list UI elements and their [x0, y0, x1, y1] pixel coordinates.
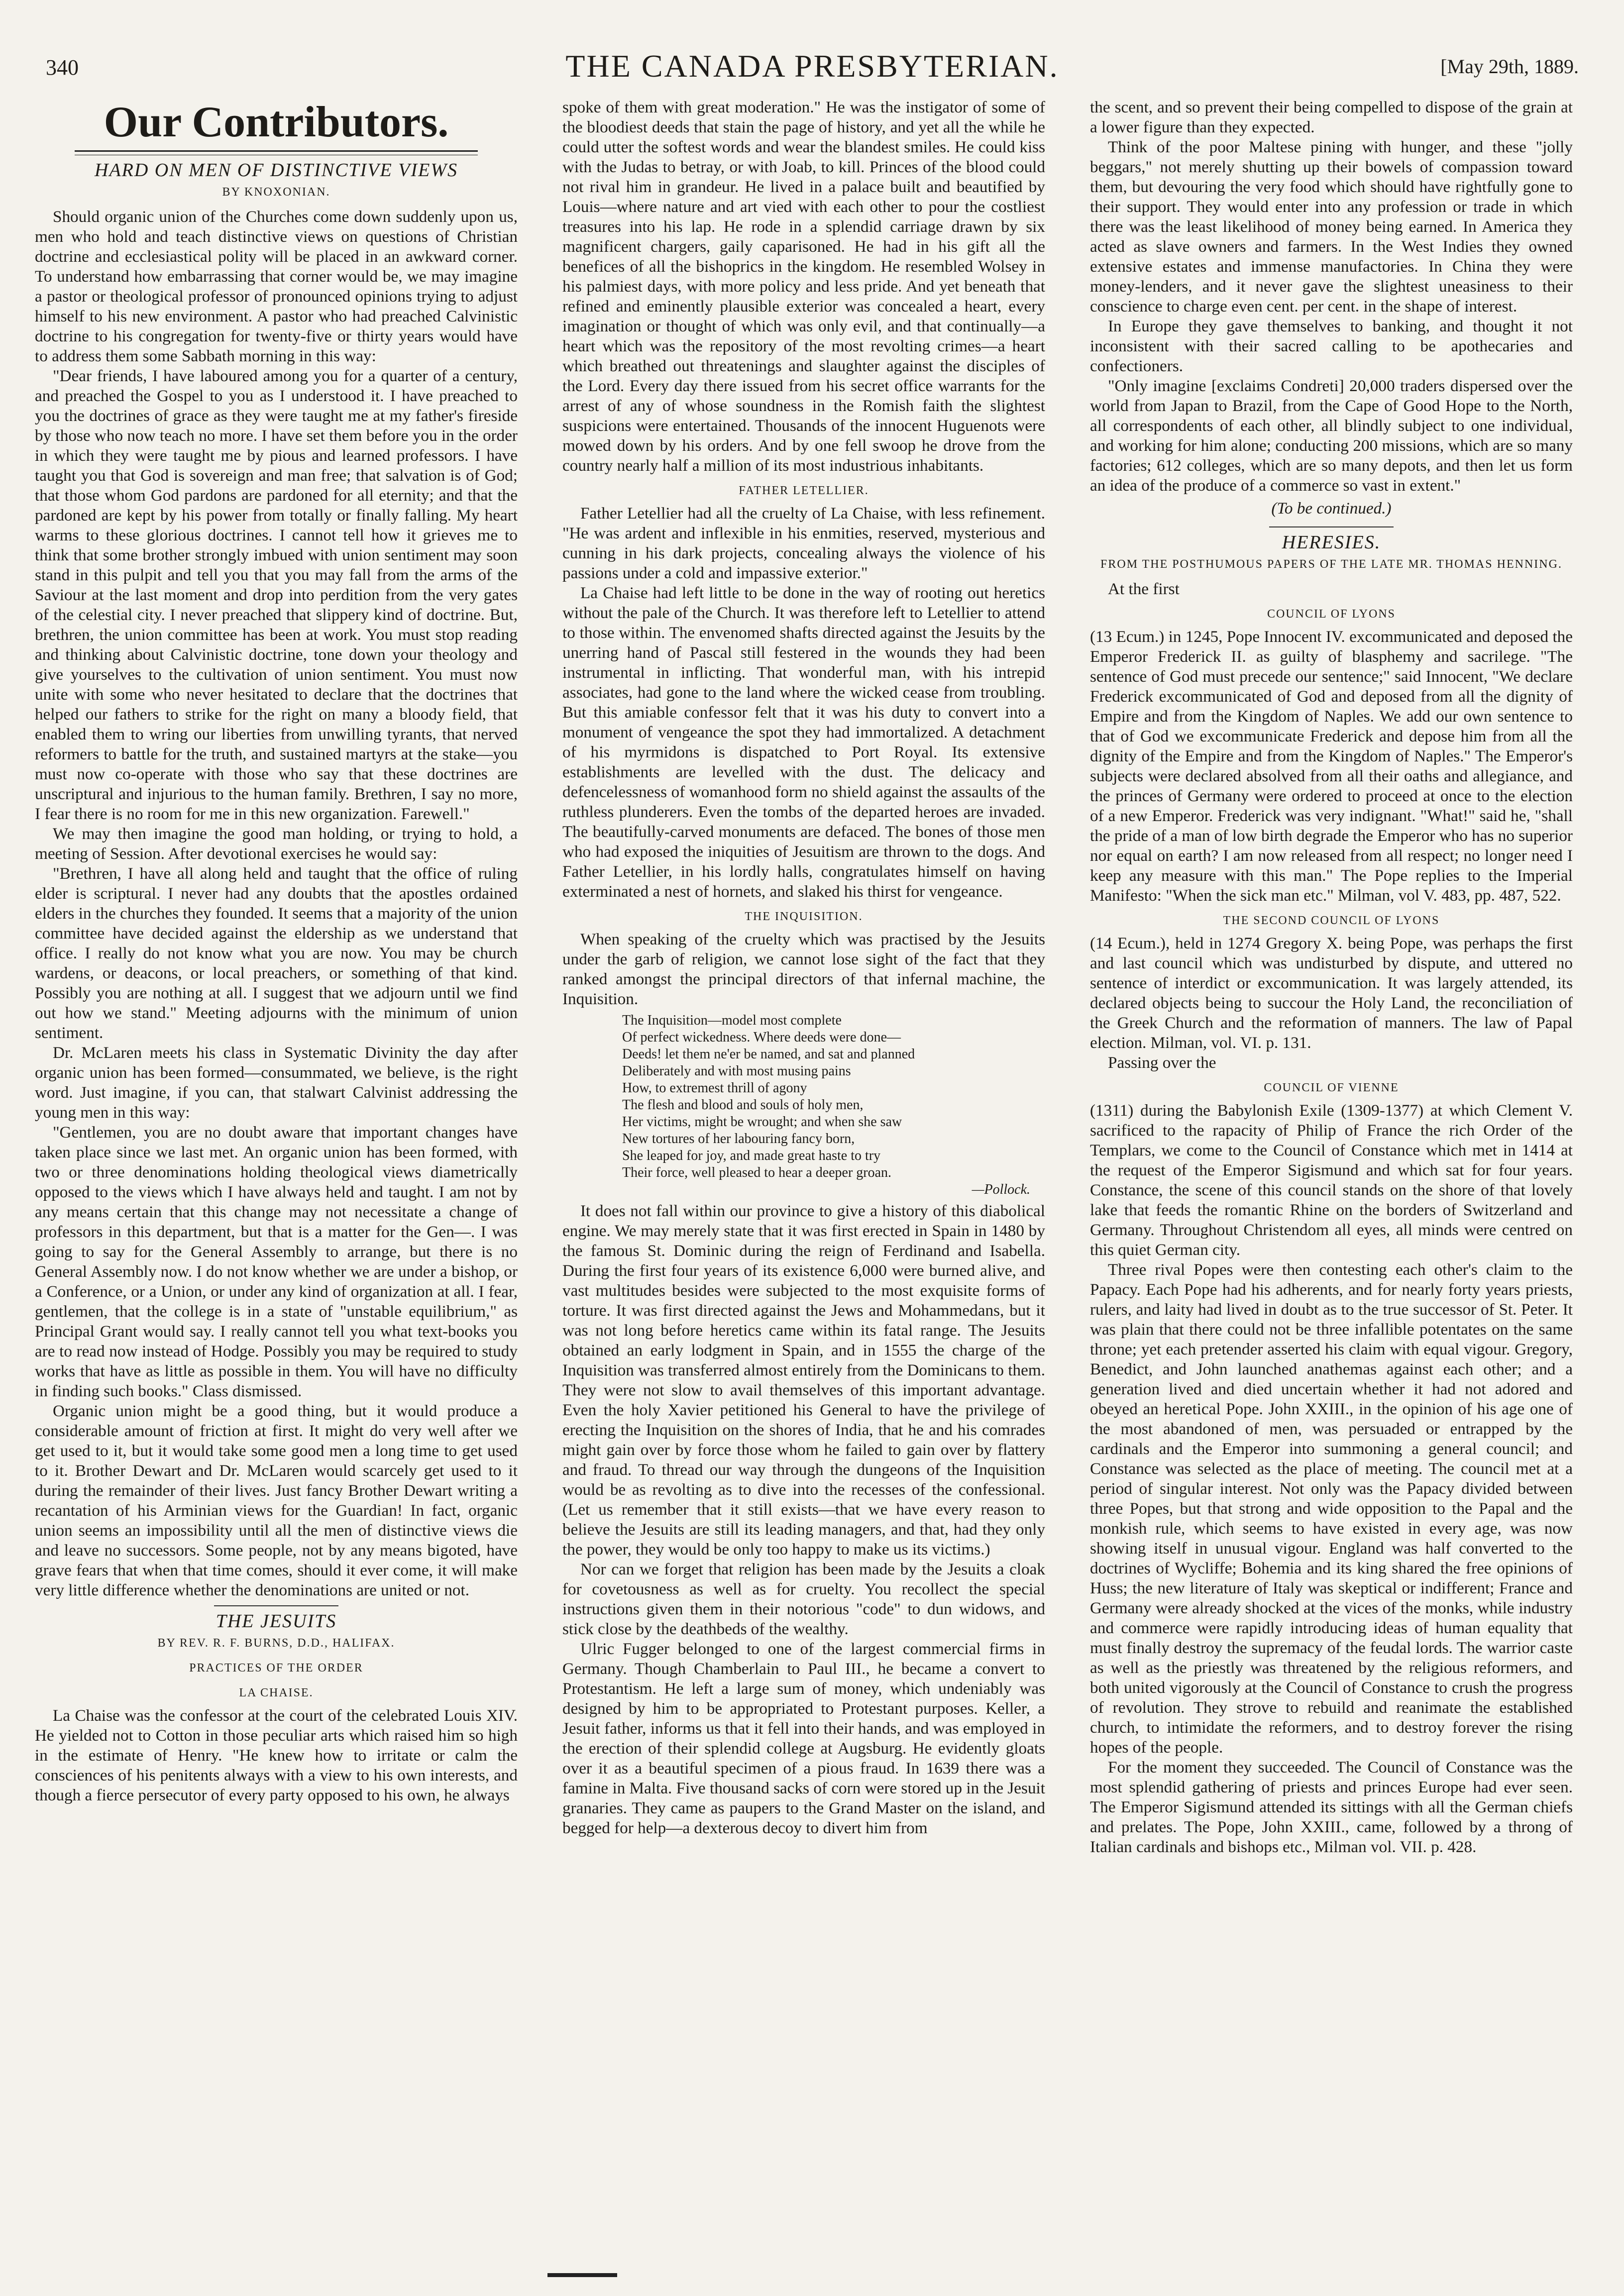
paragraph: spoke of them with great moderation." He was the instigator of some of the bloodiest deeds that stain the page of history, and yet all the while he could utter the softest words and wear the blandest smiles. He could kiss with the Judas to betray, or with Joab, to kill. Princes of the blood could not rival him in grandeur. He lived in a palace built and beautified by Louis—where nature and art vied with each other to pour the costliest treasures into his lap. He rode in a splendid carriage drawn by six magnificent chargers, gaily caparisoned. He had in his gift all the benefices of all the bishoprics in the kingdom. He resembled Wolsey in his palmiest days, with more policy and less pride. And yet beneath that refined and eminently plausible exterior was concealed a heart, every imagination or thought of which was only evil, and that continually—a heart which was the repository of the most revolting crimes—a heart which breathed out threatenings and slaughter against the disciples of the Lord. Every day there issued from his secret office warrants for the arrest of any of whose soundness in the Romish faith the slightest suspicions were entertained. Thousands of the innocent Huguenots were mowed down by his orders. And by one fell swoop he drove from the country nearly half a million of its most industrious inhabitants. — [562, 98, 1045, 475]
subheading: THE SECOND COUNCIL OF LYONS — [1223, 914, 1440, 927]
poem-line: How, to extremest thrill of agony — [622, 1080, 807, 1096]
poem-line: The flesh and blood and souls of holy men, — [622, 1097, 864, 1113]
paragraph: In Europe they gave themselves to banking, and thought it not inconsistent with their sacred calling to be apothecaries and confectioners. — [1090, 317, 1573, 375]
subheading: LA CHAISE. — [239, 1686, 314, 1699]
paragraph: It does not fall within our province to give a history of this diabolical engine. We may merely state that it was first erected in Spain in 1480 by the famous St. Dominic during the reign of Ferdinand and Isabella. During the first four years of its existence 6,000 were burned alive, and vast multitudes besides were subjected to the most exquisite forms of torture. It was first directed against the Jews and Mohammedans, but it was not long before heretics came within its fatal range. The Jesuits obtained an early lodgment in Spain, and in 1555 the charge of the Inquisition was transferred almost entirely from the Dominicans to them. They were not slow to avail themselves of this important advantage. Even the holy Xavier petitioned his General to have the privilege of erecting the Inquisition on the shores of India, that he and his comrades might gain over by force those whom he failed to gain over by flattery and fraud. To thread our way through the dungeons of the Inquisition would be as revolting as to dive into the recesses of the confessional. (Let us remember that it still exists—that we have every reason to believe the Jesuits are still its leading managers, and that, had they only the power, they would be only too happy to make us its victims.) — [562, 1202, 1045, 1559]
subheading: THE INQUISITION. — [745, 910, 863, 923]
section-heading: Our Contributors. — [104, 98, 449, 146]
paragraph: Should organic union of the Churches come down suddenly upon us, men who hold and teach distinctive views on questions of Christian doctrine and ecclesiastical polity will be placed in an awkward corner. To understand how embarrassing that corner would be, we may imagine a pastor or theological professor of pronounced opinions trying to adjust himself to his new environment. A pastor who had preached Calvinistic doctrine to his congregation for twenty-five or thirty years would have to address them some Sabbath morning in this way: — [35, 208, 518, 365]
paragraph: (13 Ecum.) in 1245, Pope Innocent IV. excommunicated and deposed the Emperor Frederick II. as guilty of blasphemy and sacrilege. "The sentence of God must precede our sentence;" said Innocent, "We declare Frederick excommunicated of God and deposed from all the dignity of Empire and from the Kingdom of Naples. We add our own sentence to that of God we excommunicate Frederick and depose him from all the dignity of the Empire and from the Kingdom of Naples." The Emperor's subjects were declared absolved from all their oaths and allegiance, and the princes of Germany were ordered to proceed at once to the election of a new Emperor. Frederick was very indignant. "What!" said he, "shall the pride of a man of low birth degrade the Emperor who has no superior nor equal on earth? I am now released from all respect; no longer need I keep any measure with this man." The Pope replies to the Imperial Manifesto: "When the sick man etc." Milman, vol V. 483, pp. 487, 522. — [1090, 627, 1573, 905]
article-byline: FROM THE POSTHUMOUS PAPERS OF THE LATE MR. THOMAS HENNING. — [1100, 558, 1562, 571]
subheading: COUNCIL OF VIENNE — [1264, 1081, 1399, 1094]
article-byline: BY REV. R. F. BURNS, D.D., HALIFAX. — [157, 1637, 395, 1650]
divider — [214, 1605, 338, 1606]
article-title: THE JESUITS — [216, 1611, 337, 1632]
poem-line: Deeds! let them ne'er be named, and sat and planned — [622, 1046, 915, 1062]
article-byline: BY KNOXONIAN. — [222, 186, 330, 199]
article-body — [35, 207, 518, 1600]
paragraph: (1311) during the Babylonish Exile (1309-1377) at which Clement V. sacrificed to the rapacity of Philip of France the rich Order of the Templars, we come to the Council of Constance which met in 1414 at the request of the Emperor Sigismund and which sat for four years. Constance, the scene of this council stands on the shore of that lovely lake that feeds the romantic Rhine on the borders of Switzerland and Germany. Throughout Christendom all eyes, all minds were centred on this quiet German city. — [1090, 1101, 1573, 1259]
subheading: COUNCIL OF LYONS — [1267, 608, 1396, 621]
paragraph: "Gentlemen, you are no doubt aware that important changes have taken place since we last met. An organic union has been formed, with two or three denominations holding theological views diametrically opposed to the views which I have always held and taught. I am not by any means certain that this change may not necessitate a change of professors in this department, but that is a matter for the Gen—. I was going to say for the General Assembly to arrange, but there is no General Assembly now. I do not know whether we are under a bishop, or a Conference, or a Union, or under any kind of organization at all. I fear, gentlemen, that the college is in a state of "unstable equilibrium," as Principal Grant would say. I really cannot tell you what text-books you are to read now instead of Hodge. Possibly you may be required to study works that have as little as possible in them. You will have no difficulty in finding such books." Class dismissed. — [35, 1123, 518, 1400]
poem-line: Of perfect wickedness. Where deeds were done— — [622, 1030, 901, 1045]
paragraph: "Only imagine [exclaims Condreti] 20,000 traders dispersed over the world from Japan to Brazil, from the Cape of Good Hope to the North, all correspondents of each other, all blindly subject to one individual, and working for him alone; conducting 200 missions, which are so many factories; 612 colleges, which are so many depots, and then let us form an idea of the produce of a commerce so vast in extent." — [1090, 377, 1573, 495]
poem — [622, 1012, 1045, 1198]
paragraph: For the moment they succeeded. The Council of Constance was the most splendid gathering of priests and princes Europe had ever seen. The Emperor Sigismund attended its sittings with all the German chiefs and prelates. The Pope, John XXIII., came, followed by a throng of Italian cardinals and bishops etc., Milman vol. VII. p. 428. — [1090, 1758, 1573, 1856]
paragraph: La Chaise had left little to be done in the way of rooting out heretics without the pale of the Church. It was therefore left to Letellier to attend to those within. The envenomed shafts directed against the Jesuits by the unerring hand of Pascal still festered in the wounds they had been instrumental in inflicting. That wonderful man, with his intrepid associates, had gone to the land where the wicked cease from troubling. But this amiable confessor felt that it was his duty to convert into a monument of vengeance the spot they had immortalized. A detachment of his myrmidons is dispatched to Port Royal. Its extensive establishments are levelled with the dust. The delicacy and defencelessness of womanhood form no shield against the assaults of the ruthless plunderers. Even the tombs of the departed heroes are invaded. The beautifully-carved monuments are defaced. The bones of those men who had exposed the iniquities of Jesuitism are thrown to the dogs. And Father Letellier, in his lordly halls, congratulates himself on having exterminated a nest of hornets, and slaked his thirst for vengeance. — [562, 584, 1045, 901]
paragraph: Dr. McLaren meets his class in Systematic Divinity the day after organic union has been formed—consummated, we believe, is the right word. Just imagine, if you can, that stalwart Calvinist addressing the young men in this way: — [35, 1044, 518, 1122]
paragraph: the scent, and so prevent their being compelled to dispose of the grain at a lower figure than they expected. — [1090, 98, 1573, 136]
footer-ornament — [547, 2273, 617, 2277]
page-number: 340 — [46, 55, 79, 80]
subheading: FATHER LETELLIER. — [739, 484, 869, 497]
paragraph: Nor can we forget that religion has been made by the Jesuits a cloak for covetousness as well as for cruelty. You recollect the special instructions given them in their notorious "code" to dun widows, and stick close by the deathbeds of the wealthy. — [562, 1560, 1045, 1638]
issue-date: [May 29th, 1889. — [1440, 55, 1579, 78]
paragraph: At the first — [1108, 580, 1180, 598]
paragraph: "Brethren, I have all along held and taught that the office of ruling elder is scriptural. I never had any doubts that the apostles ordained elders in the churches they founded. It seems that a majority of the union committee have decided against the eldership as we understand that office. I really do not know what you are now. You may be church wardens, or deacons, or local preachers, or something of that kind. Possibly you are nothing at all. I suggest that we adjourn until we find out how we stand." Meeting adjourns with the minimum of union sentiment. — [35, 864, 518, 1042]
paragraph: Think of the poor Maltese pining with hunger, and these "jolly beggars," not merely shutting up their bowels of compassion toward them, but devouring the very food which should have rightfully gone to their support. They would enter into any profession or trade in which there was the least likelihood of money being earned. In America they acted as slave owners and farmers. In the West Indies they owned extensive estates and immense manufactories. In China they were money-lenders, and it never gave the slightest uneasiness to their conscience to charge even cent. per cent. in the shape of interest. — [1090, 138, 1573, 315]
divider — [75, 150, 478, 155]
poem-line: The Inquisition—model most complete — [622, 1013, 842, 1028]
poem-line: She leaped for joy, and made great haste to try — [622, 1148, 881, 1163]
poem-line: Her victims, might be wrought; and when she saw — [622, 1114, 902, 1130]
article-title: HERESIES. — [1282, 532, 1381, 553]
paragraph: "Dear friends, I have laboured among you for a quarter of a century, and preached the Gospel to you as I understood it. I have preached to you the doctrines of grace as they were taught me at my father's fireside by those who now teach no more. I have set them before you in the order in which they were taught me by pious and learned professors. I have taught you that God is sovereign and man free; that salvation is of God; that those whom God pardons are pardoned for all eternity; and that the pardoned are kept by his power from totally or finally falling. My heart warms to these glorious doctrines. I cannot tell how it grieves me to think that some brother strongly imbued with union sentiment may soon stand in this pulpit and tell you that you may fall from the arms of the Saviour at the last moment and drop into perdition from the very gates of the celestial city. I never preached that slippery kind of doctrine. But, brethren, the union committee has been at work. You must stop reading and thinking about Calvinistic doctrine, tone down your theology and give yourselves to the cultivation of union sentiment. You must now unite with some who never hesitated to declare that the doctrines that helped our fathers to strike for the right on many a bloody field, that enabled them to wring our liberties from unwilling tyrants, that nerved reformers to battle for the truth, and sustained martyrs at the stake—you must now co-operate with those who say that these doctrines are unscriptural and injurious to the human family. Brethren, I say no more, I fear there is no room for me in this new organization. Farewell." — [35, 367, 518, 823]
column-2 — [562, 98, 1045, 2237]
paragraph: (14 Ecum.), held in 1274 Gregory X. being Pope, was perhaps the first and last council which was undisturbed by dispute, and uttered no sentence of interdict or excommunication. It was largely attended, its declared objects being to succour the Holy Land, the reconciliation of the Greek Church and the reformation of manners. The law of Papal election. Milman, vol. VI. p. 131. — [1090, 934, 1573, 1052]
column-3 — [1090, 98, 1573, 2237]
paragraph: When speaking of the cruelty which was practised by the Jesuits under the garb of religion, we cannot lose sight of the fact that they ranked amongst the principal directors of that infernal machine, the Inquisition. — [562, 930, 1045, 1008]
paragraph: Organic union might be a good thing, but it would produce a considerable amount of friction at first. It might do very well after we get used to it, but it would take some good men a long time to get used to it. Brother Dewart and Dr. McLaren would scarcely get used to it during the remainder of their lives. Just fancy Brother Dewart writing a recantation of his Arminian views for the Guardian! In fact, organic union seems an impossibility until all the men of distinctive views die and leave no successors. Some people, not by any means bigoted, have grave fears that when that time comes, should it ever come, it will make very little difference whether the denominations are united or not. — [35, 1402, 518, 1599]
article-title: HARD ON MEN OF DISTINCTIVE VIEWS — [95, 160, 458, 181]
paragraph: Passing over the — [1108, 1053, 1216, 1072]
masthead — [46, 46, 1579, 91]
poem-attribution: —Pollock. — [972, 1182, 1030, 1197]
paragraph: Three rival Popes were then contesting each other's claim to the Papacy. Each Pope had his adherents, and for nearly forty years priests, rulers, and laity had lived in doubt as to the true successor of St. Peter. It was plain that there could not be three infallible potentates on the same throne; yet each pretender asserted his claim with equal vigour. Gregory, Benedict, and John launched anathemas against each other; and a generation lived and died uncertain whether it had not adored and obeyed an heretical Pope. John XXIII., in the opinion of his age one of the most abandoned of men, was persuaded or entrapped by the cardinals and the Emperor into summoning a general council; and Constance was selected as the place of meeting. The council met at a period of singular interest. Not only was the Papacy divided between three Popes, but that strong and wide opposition to the Papal and the monkish rule, which seems to have existed in every age, was now showing itself in unusual vigour. England was half converted to the doctrines of Wycliffe; Bohemia and its king shared the free opinions of Huss; the new literature of Italy was skeptical or indifferent; France and Germany were already shocked at the vices of the monks, while industry and commerce were rapidly introducing ideas of human equality that must finally destroy the supremacy of the feudal lords. The warrior caste as well as the priestly was threatened by the religious reformers, and both united vigorously at the Council of Constance to crush the progress of revolution. They strove to rebuild and reanimate the established church, to intimidate the reformers, and to destroy forever the rising hopes of the people. — [1090, 1260, 1573, 1757]
newspaper-title: THE CANADA PRESBYTERIAN. — [565, 48, 1059, 84]
poem-line: Deliberately and with most musing pains — [622, 1063, 851, 1079]
paragraph: We may then imagine the good man holding, or trying to hold, a meeting of Session. After devotional exercises he would say: — [35, 825, 518, 863]
subheading: PRACTICES OF THE ORDER — [189, 1662, 363, 1674]
divider — [1269, 526, 1394, 527]
paragraph: Ulric Fugger belonged to one of the largest commercial firms in Germany. Though Chamberlain to Paul III., he became a convert to Protestantism. He left a large sum of money, which undeniably was designed by him to be appropriated to Protestant purposes. Keller, a Jesuit father, informs us that it fell into their hands, and was employed in the erection of their splendid college at Augsburg. He evidently gloats over it as a beautiful specimen of a pious fraud. In 1639 there was a famine in Malta. Five thousand sacks of corn were stored up in the Jesuit granaries. They came as paupers to the Grand Master on the island, and begged for help—a dexterous decoy to divert him from — [562, 1640, 1045, 1837]
paragraph: Father Letellier had all the cruelty of La Chaise, with less refinement. "He was ardent and inflexible in his enmities, reserved, mysterious and cunning in his dark projects, concealing always the violence of his passions under a cold and impassive exterior." — [562, 504, 1045, 582]
poem-line: Their force, well pleased to hear a deeper groan. — [622, 1165, 892, 1180]
poem-line: New tortures of her labouring fancy born, — [622, 1131, 855, 1147]
paragraph: La Chaise was the confessor at the court of the celebrated Louis XIV. He yielded not to Cotton in those peculiar arts which raised him so high in the estimate of Henry. "He knew how to irritate or calm the consciences of his penitents always with a view to his own interests, and though a fierce persecutor of every party opposed to his own, he always — [35, 1706, 518, 1804]
continued-note: (To be continued.) — [1271, 499, 1392, 518]
column-1 — [35, 98, 518, 2237]
